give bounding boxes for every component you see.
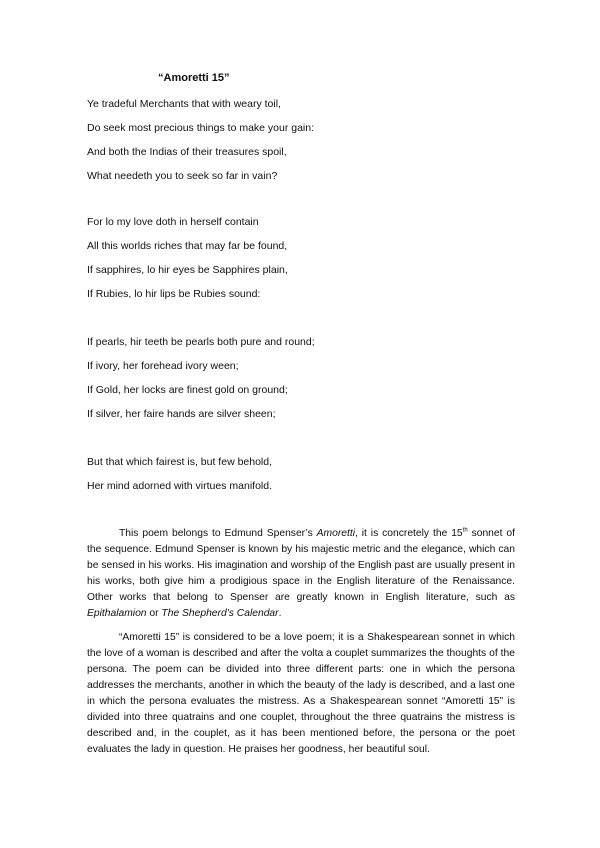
essay-paragraph: This poem belongs to Edmund Spenser’s Amoretti, it is concretely the 15th sonnet of the sequence. Edmund Spenser is known by his majestic metric and the elegance, which can be sensed in his works. His imagination and worship of the English past are usually present in his works, both give him a prodigious space in the English literature of the Renaissance. Other works that belong to Spenser are greatly known in English literature, such as Epithalamion or The Shepherd’s Calendar. bbox=[87, 527, 515, 619]
poem-line: But that which fairest is, but few behold, bbox=[87, 456, 273, 468]
poem-line: Her mind adorned with virtues manifold. bbox=[87, 480, 273, 492]
poem-title: “Amoretti 15” bbox=[158, 72, 230, 84]
poem-line: And both the Indias of their treasures spoil, bbox=[87, 146, 287, 158]
poem-line: If Rubies, lo hir lips be Rubies sound: bbox=[87, 288, 261, 300]
poem-line: For lo my love doth in herself contain bbox=[87, 216, 259, 228]
essay-paragraph: “Amoretti 15” is considered to be a love poem; it is a Shakespearean sonnet in which the love of a woman is described and after the volta a couplet summarizes the thoughts of the persona. The poem can be divided into three different parts: one in which the persona addresses the merchants, another in which the beauty of the lady is described, and a last one in which the persona evaluates the mistress. As a Shakespearean sonnet “Amoretti 15” is divided into three quatrains and one couplet, throughout the three quatrains the mistress is described and, in the couplet, as it has been mentioned before, the persona or the poet evaluates the lady in question. He praises her goodness, her beautiful soul. bbox=[87, 632, 515, 755]
poem-line: If ivory, her forehead ivory ween; bbox=[87, 360, 239, 372]
poem-line: If pearls, hir teeth be pearls both pure and round; bbox=[87, 336, 315, 348]
poem-line: If silver, her faire hands are silver sheen; bbox=[87, 408, 276, 420]
poem-line: If sapphires, lo hir eyes be Sapphires plain, bbox=[87, 264, 288, 276]
poem-line: All this worlds riches that may far be found, bbox=[87, 240, 288, 252]
poem-line: If Gold, her locks are finest gold on ground; bbox=[87, 384, 288, 396]
poem-line: What needeth you to seek so far in vain? bbox=[87, 170, 278, 182]
poem-line: Ye tradeful Merchants that with weary toil, bbox=[87, 98, 281, 110]
poem-line: Do seek most precious things to make your gain: bbox=[87, 122, 315, 134]
